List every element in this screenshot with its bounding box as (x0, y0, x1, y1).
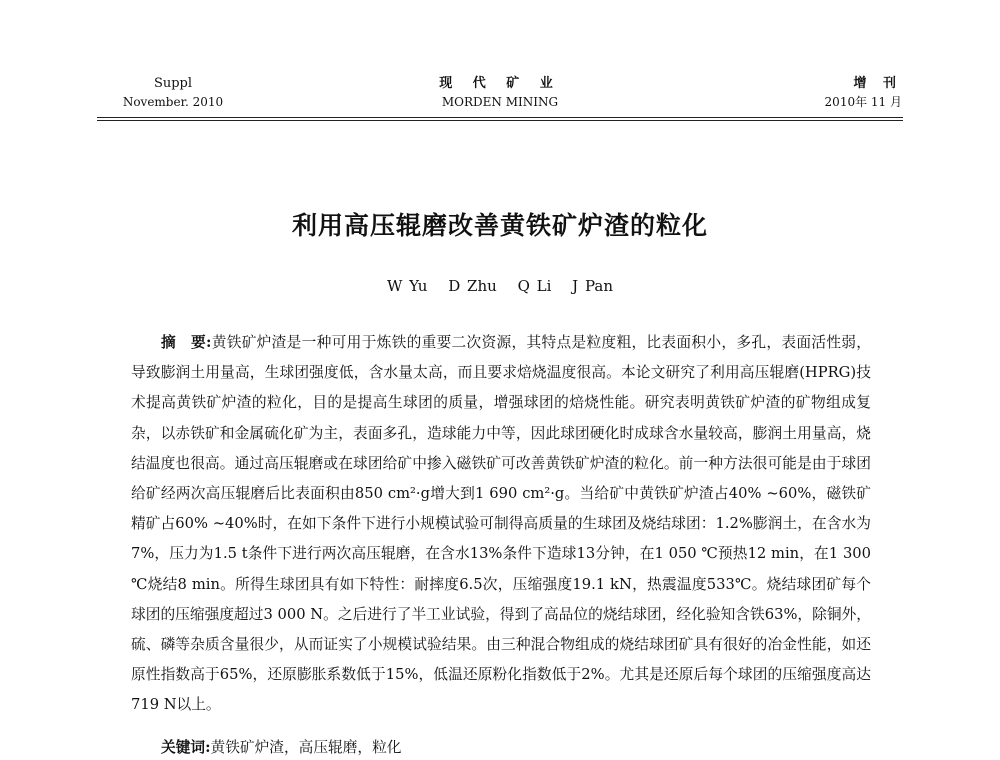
header-left (98, 74, 248, 112)
journal-name-cn: 现 代 矿 业 (439, 76, 561, 91)
author-list (0, 277, 1000, 295)
abstract (131, 328, 871, 721)
paper-title: 利用高压辊磨改善黄铁矿炉渣的粒化 (291, 211, 708, 240)
header-suppl: Suppl (153, 76, 193, 91)
author-name: Q Li (517, 277, 552, 295)
author-name: J Pan (572, 277, 613, 295)
author-name: W Yu (387, 277, 428, 295)
header-date-cn: 2010年 11 月 (824, 95, 902, 109)
header-supplement-cn: 增 刊 (853, 76, 902, 91)
journal-name-en: MORDEN MINING (441, 95, 559, 109)
keywords (161, 736, 401, 757)
header-right (752, 74, 902, 112)
header-date-en: November. 2010 (122, 95, 224, 109)
header-rule-top (97, 117, 903, 118)
abstract-label: 摘 要: (161, 334, 212, 351)
header-center (400, 74, 600, 112)
header-rule-bottom (97, 120, 903, 121)
keywords-text: 黄铁矿炉渣，高压辊磨，粒化 (210, 739, 402, 756)
author-name: D Zhu (448, 277, 497, 295)
keywords-label: 关键词: (161, 739, 211, 756)
abstract-text: 黄铁矿炉渣是一种可用于炼铁的重要二次资源，其特点是粒度粗，比表面积小，多孔，表面活性弱，导致膨润土用量高，生球团强度低，含水量太高，而且要求焙烧温度很高。本论文研究了利用高压辊磨(HPRG)技术提高黄铁矿炉渣的粒化，目的是提高生球团的质量，增强球团的焙烧性能。研究表明黄铁矿炉渣的矿物组成复杂，以赤铁矿和金属硫化矿为主，表面多孔，造球能力中等，因此球团硬化时成球含水量较高，膨润土用量高，烧结温度也很高。通过高压辊磨或在球团给矿中掺入磁铁矿可改善黄铁矿炉渣的粒化。前一种方法很可能是由于球团给矿经两次高压辊磨后比表面积由850 cm²·g增大到1 690 cm²·g。当给矿中黄铁矿炉渣占40% ~60%，磁铁矿精矿占60% ~40%时，在如下条件下进行小规模试验可制得高质量的生球团及烧结球团：1.2%膨润土，在含水为7%，压力为1.5 t条件下进行两次高压辊磨，在含水13%条件下造球13分钟，在1 050 ℃预热12 min，在1 300 ℃烧结8 min。所得生球团具有如下特性：耐摔度6.5次，压缩强度19.1 kN，热震温度533℃。烧结球团矿每个球团的压缩强度超过3 000 N。之后进行了半工业试验，得到了高品位的烧结球团，经化验知含铁63%，除铜外，硫、磷等杂质含量很少，从而证实了小规模试验结果。由三种混合物组成的烧结球团矿具有很好的冶金性能，如还原性指数高于65%，还原膨胀系数低于15%，低温还原粉化指数低于2%。尤其是还原后每个球团的压缩强度高达719 N以上。 (131, 334, 871, 714)
